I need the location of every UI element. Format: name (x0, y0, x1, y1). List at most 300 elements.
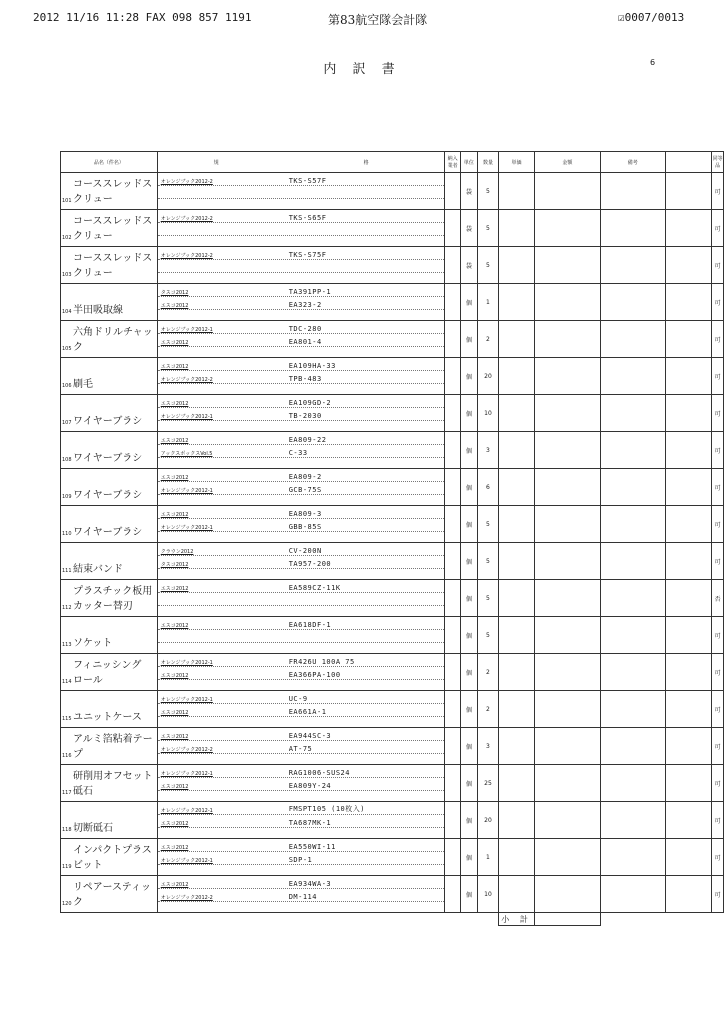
judge-cell: 可 (712, 876, 724, 913)
item-number: 117 (62, 790, 72, 796)
item-name-cell (61, 691, 158, 728)
blank-cell (665, 432, 711, 469)
qty-cell: 2 (477, 654, 498, 691)
item-number: 111 (62, 568, 72, 574)
unit-cell: 袋 (460, 247, 477, 284)
amount-cell (535, 839, 600, 876)
spec-line (158, 743, 445, 754)
remarks-cell (600, 876, 665, 913)
unit-price-cell (498, 247, 534, 284)
item-name-cell (61, 321, 158, 358)
table-row (61, 543, 724, 580)
item-name-line2: 結束バンド (73, 564, 123, 575)
header-judge: 同等品 (712, 152, 724, 173)
subtotal-amount (535, 913, 600, 926)
unit-cell: 個 (460, 580, 477, 617)
item-number: 113 (62, 642, 72, 648)
product-code: CV-200N (288, 547, 322, 555)
maker-cell (445, 284, 460, 321)
blank-cell (665, 173, 711, 210)
unit-price-cell (498, 284, 534, 321)
item-name-cell (61, 543, 158, 580)
maker-cell (445, 876, 460, 913)
catalog-source: オレンジブック2012-1 (160, 414, 213, 420)
amount-cell (535, 728, 600, 765)
qty-cell: 20 (477, 802, 498, 839)
product-code: UC-9 (288, 695, 308, 703)
item-name-line2: ワイヤーブラシ (73, 527, 143, 538)
catalog-source: エスコ2012 (160, 401, 189, 407)
catalog-source: オレンジブック2012-1 (160, 771, 213, 777)
qty-cell: 10 (477, 395, 498, 432)
item-name-line1: アルミ箔粘着テー (73, 734, 153, 745)
judge-cell: 可 (712, 654, 724, 691)
fax-header-left: 2012 11/16 11:28 FAX 098 857 1191 (33, 11, 252, 24)
blank-cell (665, 728, 711, 765)
item-name-cell (61, 469, 158, 506)
product-code: EA809-3 (288, 510, 322, 518)
maker-cell (445, 210, 460, 247)
item-name-line2: 切断砥石 (73, 823, 113, 834)
table-row (61, 469, 724, 506)
spec-line (158, 373, 445, 384)
amount-cell (535, 173, 600, 210)
qty-cell: 3 (477, 728, 498, 765)
spec-cell (157, 617, 445, 654)
table-row (61, 210, 724, 247)
catalog-source: タスコ2012 (160, 562, 189, 568)
catalog-source: エスコ2012 (160, 845, 189, 851)
blank-cell (665, 543, 711, 580)
table-row (61, 802, 724, 839)
blank-cell (665, 580, 711, 617)
blank-cell (665, 839, 711, 876)
product-code: EA366PA-100 (288, 671, 341, 679)
catalog-source: オレンジブック2012-2 (160, 253, 213, 259)
judge-cell: 可 (712, 765, 724, 802)
spec-line (158, 336, 445, 347)
remarks-cell (600, 321, 665, 358)
spec-line (158, 360, 445, 371)
amount-cell (535, 654, 600, 691)
amount-cell (535, 469, 600, 506)
header-unit-price: 単価 (498, 152, 534, 173)
fax-header-sender: 第83航空隊会計隊 (328, 13, 428, 27)
maker-cell (445, 580, 460, 617)
item-number: 110 (62, 531, 72, 537)
spec-cell (157, 876, 445, 913)
blank-cell (665, 765, 711, 802)
header-spec: 規 格 (157, 152, 445, 173)
item-name-line2: ロール (73, 675, 103, 686)
judge-cell: 可 (712, 358, 724, 395)
qty-cell: 25 (477, 765, 498, 802)
item-name-line2: ソケット (73, 638, 113, 649)
product-code: EA589CZ-11K (288, 584, 341, 592)
header-remarks: 備考 (600, 152, 665, 173)
spec-line (158, 410, 445, 421)
product-code: EA809-22 (288, 436, 327, 444)
blank-cell (665, 395, 711, 432)
page-title: 内 訳 書 (323, 62, 401, 77)
item-name-line1: 六角ドリルチャッ (73, 327, 153, 338)
remarks-cell (600, 469, 665, 506)
unit-cell: 個 (460, 839, 477, 876)
spec-cell (157, 765, 445, 802)
amount-cell (535, 247, 600, 284)
amount-cell (535, 543, 600, 580)
remarks-cell (600, 654, 665, 691)
spec-line (158, 841, 445, 852)
spec-cell (157, 728, 445, 765)
qty-cell: 5 (477, 617, 498, 654)
item-name-cell (61, 506, 158, 543)
catalog-source: オレンジブック2012-1 (160, 525, 213, 531)
catalog-source: エスコ2012 (160, 340, 189, 346)
subtotal-row (61, 913, 724, 926)
item-name-line2: ク (73, 342, 83, 353)
judge-cell: 可 (712, 247, 724, 284)
spec-cell (157, 580, 445, 617)
spec-line (158, 558, 445, 569)
catalog-source: タスコ2012 (160, 290, 189, 296)
maker-cell (445, 432, 460, 469)
item-name-cell (61, 358, 158, 395)
table-row (61, 395, 724, 432)
spec-line (158, 212, 445, 223)
item-number: 109 (62, 494, 72, 500)
spec-line (158, 397, 445, 408)
spec-cell (157, 395, 445, 432)
unit-price-cell (498, 617, 534, 654)
remarks-cell (600, 173, 665, 210)
product-code: AT-75 (288, 745, 313, 753)
spec-cell (157, 506, 445, 543)
maker-cell (445, 617, 460, 654)
maker-cell (445, 802, 460, 839)
item-name-cell (61, 728, 158, 765)
amount-cell (535, 802, 600, 839)
remarks-cell (600, 358, 665, 395)
unit-cell: 個 (460, 802, 477, 839)
qty-cell: 5 (477, 173, 498, 210)
catalog-source: オレンジブック2012-1 (160, 488, 213, 494)
remarks-cell (600, 210, 665, 247)
table-row (61, 321, 724, 358)
blank-cell (665, 617, 711, 654)
judge-cell: 可 (712, 173, 724, 210)
item-name-line2: クリュー (73, 194, 113, 205)
product-code: TA391PP-1 (288, 288, 332, 296)
item-name-cell (61, 839, 158, 876)
unit-cell: 個 (460, 284, 477, 321)
product-code: EA109HA-33 (288, 362, 336, 370)
spec-line (158, 804, 445, 815)
judge-cell: 否 (712, 580, 724, 617)
maker-cell (445, 358, 460, 395)
unit-cell: 個 (460, 654, 477, 691)
unit-cell: 個 (460, 395, 477, 432)
qty-cell: 2 (477, 321, 498, 358)
item-name-line1: フィニッシング (73, 660, 142, 671)
product-code: FR426U 100A 75 (288, 658, 355, 666)
spec-line (158, 780, 445, 791)
amount-cell (535, 580, 600, 617)
product-code: C-33 (288, 449, 308, 457)
product-code: EA618DF-1 (288, 621, 332, 629)
spec-line (158, 632, 445, 643)
unit-cell: 個 (460, 543, 477, 580)
amount-cell (535, 691, 600, 728)
judge-cell: 可 (712, 284, 724, 321)
spec-cell (157, 654, 445, 691)
product-code: EA661A-1 (288, 708, 327, 716)
amount-cell (535, 432, 600, 469)
qty-cell: 10 (477, 876, 498, 913)
spec-line (158, 669, 445, 680)
qty-cell: 6 (477, 469, 498, 506)
item-name-cell (61, 173, 158, 210)
catalog-source: オレンジブック2012-2 (160, 895, 213, 901)
item-name-line2: クリュー (73, 231, 113, 242)
blank-cell (665, 691, 711, 728)
judge-cell: 可 (712, 802, 724, 839)
spec-line (158, 817, 445, 828)
unit-cell: 個 (460, 321, 477, 358)
item-number: 116 (62, 753, 72, 759)
subtotal-label: 小 計 (498, 913, 534, 926)
unit-price-cell (498, 210, 534, 247)
spec-line (158, 730, 445, 741)
catalog-source: エスコ2012 (160, 512, 189, 518)
item-number: 114 (62, 679, 72, 685)
table-row (61, 654, 724, 691)
spec-line (158, 225, 445, 236)
item-name-line2: クリュー (73, 268, 113, 279)
item-name-line1: 研削用オフセット (73, 771, 153, 782)
blank-cell (665, 321, 711, 358)
unit-cell: 個 (460, 765, 477, 802)
unit-price-cell (498, 839, 534, 876)
unit-cell: 個 (460, 617, 477, 654)
spec-line (158, 249, 445, 260)
judge-cell: 可 (712, 395, 724, 432)
remarks-cell (600, 506, 665, 543)
maker-cell (445, 654, 460, 691)
qty-cell: 5 (477, 210, 498, 247)
unit-cell: 個 (460, 358, 477, 395)
item-name-cell (61, 210, 158, 247)
item-number: 118 (62, 827, 72, 833)
spec-line (158, 619, 445, 630)
spec-cell (157, 839, 445, 876)
spec-cell (157, 284, 445, 321)
spec-line (158, 434, 445, 445)
table-row (61, 247, 724, 284)
maker-cell (445, 506, 460, 543)
table-row (61, 617, 724, 654)
maker-cell (445, 839, 460, 876)
catalog-source: エスコ2012 (160, 821, 189, 827)
unit-cell: 個 (460, 432, 477, 469)
blank-cell (665, 654, 711, 691)
table-row (61, 284, 724, 321)
unit-cell: 個 (460, 506, 477, 543)
item-name-line2: 刷毛 (73, 379, 93, 390)
table-row (61, 173, 724, 210)
unit-price-cell (498, 728, 534, 765)
catalog-source: エスコ2012 (160, 734, 189, 740)
spec-line (158, 286, 445, 297)
item-name-line2: ク (73, 897, 83, 908)
spec-cell (157, 432, 445, 469)
table-row (61, 691, 724, 728)
product-code: EA809-2 (288, 473, 322, 481)
header-blank (665, 152, 711, 173)
judge-cell: 可 (712, 728, 724, 765)
remarks-cell (600, 395, 665, 432)
maker-cell (445, 247, 460, 284)
blank-cell (665, 876, 711, 913)
catalog-source: エスコ2012 (160, 882, 189, 888)
remarks-cell (600, 617, 665, 654)
blank-cell (665, 506, 711, 543)
table-row (61, 358, 724, 395)
remarks-cell (600, 728, 665, 765)
item-name-line1: プラスチック板用 (73, 586, 153, 597)
remarks-cell (600, 765, 665, 802)
catalog-source: オレンジブック2012-1 (160, 327, 213, 333)
table-row (61, 728, 724, 765)
spec-line (158, 656, 445, 667)
unit-price-cell (498, 432, 534, 469)
unit-cell: 袋 (460, 173, 477, 210)
item-number: 107 (62, 420, 72, 426)
breakdown-table (60, 151, 724, 926)
spec-cell (157, 469, 445, 506)
maker-cell (445, 395, 460, 432)
item-name-cell (61, 617, 158, 654)
blank-cell (665, 358, 711, 395)
catalog-source: エスコ2012 (160, 623, 189, 629)
product-code: TPB-483 (288, 375, 322, 383)
maker-cell (445, 691, 460, 728)
judge-cell: 可 (712, 469, 724, 506)
item-number: 105 (62, 346, 72, 352)
spec-line (158, 471, 445, 482)
amount-cell (535, 358, 600, 395)
table-header-row (61, 152, 724, 173)
qty-cell: 5 (477, 506, 498, 543)
fax-header (0, 11, 724, 27)
blank-cell (665, 247, 711, 284)
item-number: 103 (62, 272, 72, 278)
amount-cell (535, 395, 600, 432)
item-name-cell (61, 654, 158, 691)
unit-cell: 個 (460, 876, 477, 913)
unit-price-cell (498, 506, 534, 543)
catalog-source: オレンジブック2012-1 (160, 660, 213, 666)
qty-cell: 1 (477, 284, 498, 321)
product-code: DM-114 (288, 893, 317, 901)
header-amount: 金額 (535, 152, 600, 173)
spec-line (158, 521, 445, 532)
qty-cell: 1 (477, 839, 498, 876)
product-code: TKS-S75F (288, 251, 327, 259)
item-name-cell (61, 802, 158, 839)
catalog-source: エスコ2012 (160, 438, 189, 444)
item-name-line2: プ (73, 749, 83, 760)
spec-cell (157, 691, 445, 728)
spec-cell (157, 247, 445, 284)
catalog-source: クラウン2012 (160, 549, 194, 555)
product-code: EA809Y-24 (288, 782, 332, 790)
product-code: EA323-2 (288, 301, 322, 309)
remarks-cell (600, 432, 665, 469)
item-number: 119 (62, 864, 72, 870)
catalog-source: アックスボックスVol.5 (160, 451, 213, 457)
amount-cell (535, 284, 600, 321)
item-name-line2: ワイヤーブラシ (73, 416, 143, 427)
item-number: 102 (62, 235, 72, 241)
qty-cell: 20 (477, 358, 498, 395)
catalog-source: エスコ2012 (160, 586, 189, 592)
qty-cell: 3 (477, 432, 498, 469)
item-name-line1: リペアースティッ (73, 882, 151, 893)
table-row (61, 580, 724, 617)
item-number: 115 (62, 716, 72, 722)
unit-price-cell (498, 876, 534, 913)
fax-header-page: ☑0007/0013 (618, 11, 685, 24)
catalog-source: エスコ2012 (160, 303, 189, 309)
product-code: EA550WI-11 (288, 843, 336, 851)
spec-line (158, 767, 445, 778)
catalog-source: オレンジブック2012-1 (160, 697, 213, 703)
remarks-cell (600, 580, 665, 617)
item-name-line2: カッター替刃 (73, 601, 133, 612)
unit-price-cell (498, 654, 534, 691)
unit-price-cell (498, 580, 534, 617)
product-code: TKS-S57F (288, 177, 327, 185)
item-name-cell (61, 395, 158, 432)
item-number: 106 (62, 383, 72, 389)
item-number: 112 (62, 605, 72, 611)
item-name-cell (61, 284, 158, 321)
spec-line (158, 262, 445, 273)
remarks-cell (600, 802, 665, 839)
corner-mark: 6 (650, 58, 656, 67)
table-row (61, 506, 724, 543)
item-name-line2: ユニットケース (73, 712, 142, 723)
judge-cell: 可 (712, 210, 724, 247)
blank-cell (665, 469, 711, 506)
unit-cell: 袋 (460, 210, 477, 247)
maker-cell (445, 469, 460, 506)
table-row (61, 765, 724, 802)
remarks-cell (600, 691, 665, 728)
catalog-source: オレンジブック2012-1 (160, 808, 213, 814)
header-maker: 納入業者 (445, 152, 460, 173)
item-name-line2: ビット (73, 860, 103, 871)
spec-line (158, 582, 445, 593)
catalog-source: オレンジブック2012-1 (160, 858, 213, 864)
qty-cell: 5 (477, 247, 498, 284)
judge-cell: 可 (712, 617, 724, 654)
product-code: TA687MK-1 (288, 819, 332, 827)
amount-cell (535, 617, 600, 654)
item-name-line1: コーススレッドス (73, 253, 153, 264)
item-name-line1: コーススレッドス (73, 216, 153, 227)
